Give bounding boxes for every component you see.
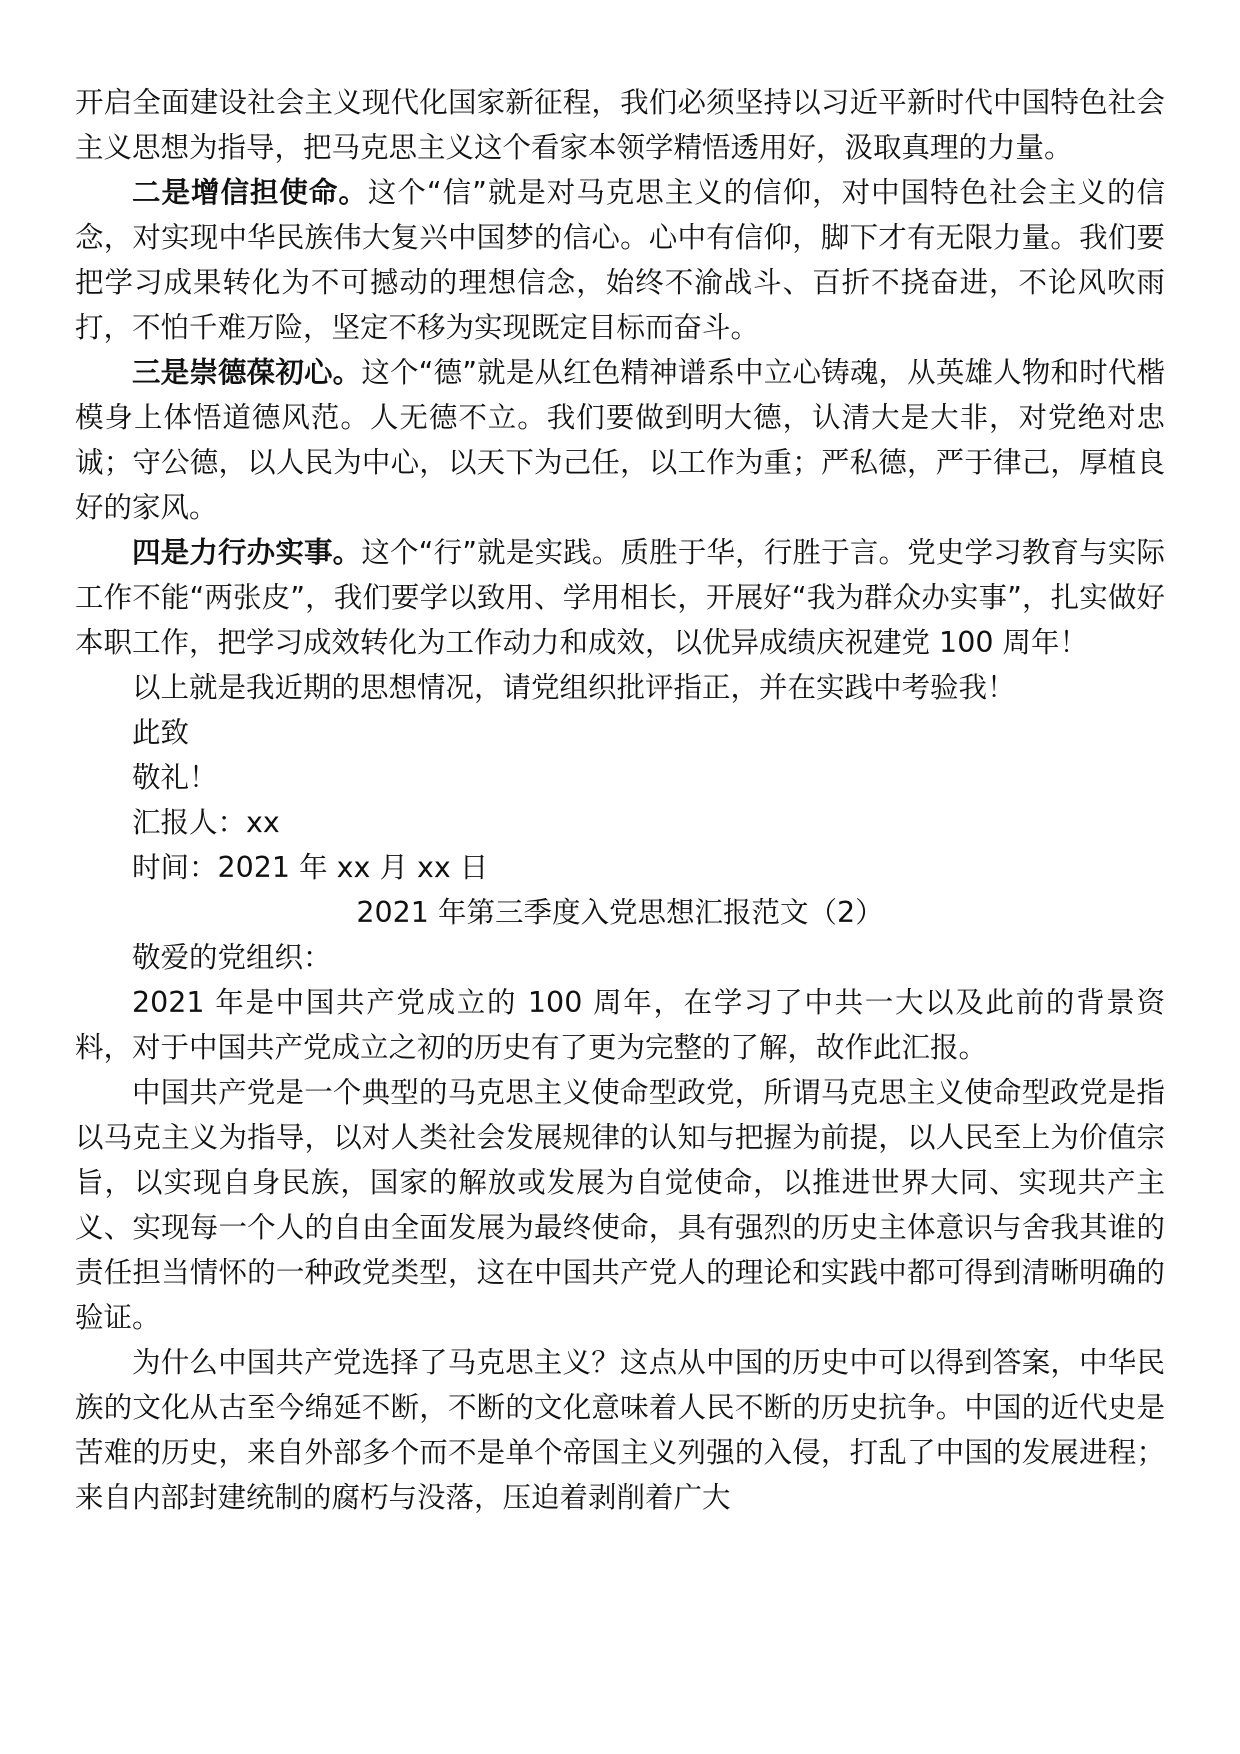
paragraph-conclusion: 以上就是我近期的思想情况，请党组织批评指正，并在实践中考验我！ <box>132 671 1016 704</box>
point-heading-action: 四是力行办实事。 <box>132 536 362 569</box>
salutation: 敬爱的党组织： <box>132 941 332 974</box>
closing-line-1: 此致 <box>132 716 190 749</box>
point-text-action: 这个“行”就是实践。质胜于华，行胜于言。党史学习教育与实际工作不能“两张皮”，我们要学以致用、学用相长，开展好“我为群众办实事”，扎实做好本职工作，把学习成效转化为工作动力和成效，以优异成绩庆祝建党 100 周年！ <box>75 536 1165 659</box>
document-body <box>75 80 1165 1520</box>
point-text-virtue: 这个“德”就是从红色精神谱系中立心铸魂，从英雄人物和时代楷模身上体悟道德风范。人无德不立。我们要做到明大德，认清大是大非，对党绝对忠诚；守公德，以人民为中心，以天下为己任，以工作为重；严私德，严于律己，厚植良好的家风。 <box>75 356 1165 524</box>
date-line: 时间：2021 年 xx 月 xx 日 <box>132 851 489 884</box>
point-heading-virtue: 三是崇德葆初心。 <box>132 356 362 389</box>
paragraph-party-type: 中国共产党是一个典型的马克思主义使命型政党，所谓马克思主义使命型政党是指以马克主义为指导，以对人类社会发展规律的认知与把握为前提，以人民至上为价值宗旨，以实现自身民族，国家的解放或发展为自觉使命，以推进世界大同、实现共产主义、实现每一个人的自由全面发展为最终使命，具有强烈的历史主体意识与舍我其谁的责任担当情怀的一种政党类型，这在中国共产党人的理论和实践中都可得到清晰明确的验证。 <box>75 1076 1165 1334</box>
closing-line-2: 敬礼！ <box>132 761 218 794</box>
paragraph-anniversary: 2021 年是中国共产党成立的 100 周年，在学习了中共一大以及此前的背景资料，对于中国共产党成立之初的历史有了更为完整的了解，故作此汇报。 <box>75 986 1165 1064</box>
point-text-faith: 这个“信”就是对马克思主义的信仰，对中国特色社会主义的信念，对实现中华民族伟大复兴中国梦的信心。心中有信仰，脚下才有无限力量。我们要把学习成果转化为不可撼动的理想信念，始终不渝战斗、百折不挠奋进，不论风吹雨打，不怕千难万险，坚定不移为实现既定目标而奋斗。 <box>75 176 1165 344</box>
section-title: 2021 年第三季度入党思想汇报范文（2） <box>356 896 884 929</box>
paragraph-action <box>75 530 1165 665</box>
reporter-line: 汇报人：xx <box>132 806 280 839</box>
paragraph-continuation: 开启全面建设社会主义现代化国家新征程，我们必须坚持以习近平新时代中国特色社会主义思想为指导，把马克思主义这个看家本领学精悟透用好，汲取真理的力量。 <box>75 86 1165 164</box>
paragraph-why-marxism: 为什么中国共产党选择了马克思主义？这点从中国的历史中可以得到答案，中华民族的文化从古至今绵延不断，不断的文化意味着人民不断的历史抗争。中国的近代史是苦难的历史，来自外部多个而不是单个帝国主义列强的入侵，打乱了中国的发展进程；来自内部封建统制的腐朽与没落，压迫着剥削着广大 <box>75 1346 1165 1514</box>
paragraph-virtue <box>75 350 1165 530</box>
paragraph-faith <box>75 170 1165 350</box>
point-heading-faith: 二是增信担使命。 <box>132 176 368 209</box>
